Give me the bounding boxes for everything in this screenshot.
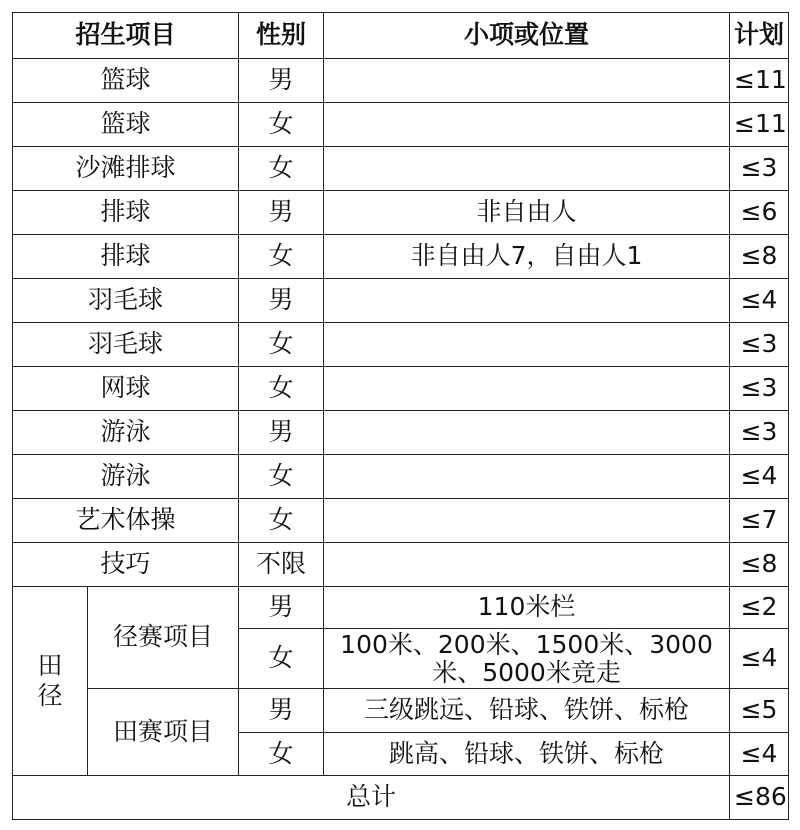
table-row bbox=[13, 323, 789, 367]
row-event bbox=[324, 147, 730, 191]
track-field-label bbox=[13, 587, 88, 776]
row-gender: 男 bbox=[239, 411, 324, 455]
row-plan: ≤3 bbox=[730, 147, 789, 191]
row-plan: ≤4 bbox=[730, 279, 789, 323]
row-project: 排球 bbox=[13, 191, 239, 235]
row-event-line1: 100米、200米、1500米、3000 bbox=[340, 629, 713, 659]
table-header-row bbox=[13, 13, 789, 59]
row-project: 篮球 bbox=[13, 103, 239, 147]
row-project: 沙滩排球 bbox=[13, 147, 239, 191]
table-row bbox=[13, 59, 789, 103]
row-plan: ≤4 bbox=[730, 733, 789, 776]
row-gender: 男 bbox=[239, 279, 324, 323]
table-row bbox=[13, 455, 789, 499]
header-event: 小项或位置 bbox=[324, 13, 730, 59]
row-plan: ≤3 bbox=[730, 367, 789, 411]
row-gender: 女 bbox=[239, 323, 324, 367]
table-row bbox=[13, 587, 789, 629]
row-gender: 女 bbox=[239, 147, 324, 191]
row-event: 非自由人7，自由人1 bbox=[324, 235, 730, 279]
row-event: 非自由人 bbox=[324, 191, 730, 235]
row-event bbox=[324, 279, 730, 323]
header-project: 招生项目 bbox=[13, 13, 239, 59]
row-project: 羽毛球 bbox=[13, 279, 239, 323]
row-gender: 女 bbox=[239, 499, 324, 543]
row-event: 110米栏 bbox=[324, 587, 730, 629]
table-row bbox=[13, 279, 789, 323]
row-project: 篮球 bbox=[13, 59, 239, 103]
row-plan: ≤4 bbox=[730, 629, 789, 689]
row-plan: ≤4 bbox=[730, 455, 789, 499]
enrollment-plan-table bbox=[12, 12, 789, 820]
row-project: 游泳 bbox=[13, 455, 239, 499]
table-row bbox=[13, 147, 789, 191]
row-event bbox=[324, 543, 730, 587]
row-event-line2: 米、5000米竞走 bbox=[432, 657, 621, 687]
table-row bbox=[13, 367, 789, 411]
row-project: 艺术体操 bbox=[13, 499, 239, 543]
row-event bbox=[324, 499, 730, 543]
row-plan: ≤5 bbox=[730, 689, 789, 733]
total-row bbox=[13, 776, 789, 820]
row-plan: ≤8 bbox=[730, 543, 789, 587]
row-gender: 不限 bbox=[239, 543, 324, 587]
total-label: 总计 bbox=[13, 776, 730, 820]
row-gender: 男 bbox=[239, 689, 324, 733]
row-event bbox=[324, 629, 730, 689]
track-events-label: 径赛项目 bbox=[88, 587, 239, 689]
row-project: 技巧 bbox=[13, 543, 239, 587]
row-plan: ≤3 bbox=[730, 323, 789, 367]
table-row bbox=[13, 235, 789, 279]
table-row bbox=[13, 103, 789, 147]
row-event: 跳高、铅球、铁饼、标枪 bbox=[324, 733, 730, 776]
row-gender: 女 bbox=[239, 367, 324, 411]
track-field-label-line2: 径 bbox=[37, 681, 63, 710]
table-row bbox=[13, 543, 789, 587]
header-gender: 性别 bbox=[239, 13, 324, 59]
table-row bbox=[13, 191, 789, 235]
row-gender: 女 bbox=[239, 235, 324, 279]
total-plan: ≤86 bbox=[730, 776, 789, 820]
row-gender: 女 bbox=[239, 733, 324, 776]
row-project: 游泳 bbox=[13, 411, 239, 455]
row-event bbox=[324, 455, 730, 499]
row-event bbox=[324, 411, 730, 455]
row-gender: 女 bbox=[239, 455, 324, 499]
row-project: 网球 bbox=[13, 367, 239, 411]
header-plan: 计划 bbox=[730, 13, 789, 59]
row-gender: 男 bbox=[239, 191, 324, 235]
row-gender: 女 bbox=[239, 629, 324, 689]
row-gender: 女 bbox=[239, 103, 324, 147]
row-event bbox=[324, 59, 730, 103]
row-gender: 男 bbox=[239, 59, 324, 103]
row-plan: ≤8 bbox=[730, 235, 789, 279]
row-event: 三级跳远、铅球、铁饼、标枪 bbox=[324, 689, 730, 733]
track-field-label-line1: 田 bbox=[37, 651, 63, 680]
row-gender: 男 bbox=[239, 587, 324, 629]
row-plan: ≤6 bbox=[730, 191, 789, 235]
table-row bbox=[13, 411, 789, 455]
row-plan: ≤11 bbox=[730, 103, 789, 147]
table-row bbox=[13, 499, 789, 543]
table-row bbox=[13, 689, 789, 733]
row-project: 排球 bbox=[13, 235, 239, 279]
row-plan: ≤2 bbox=[730, 587, 789, 629]
row-event bbox=[324, 323, 730, 367]
row-event bbox=[324, 103, 730, 147]
row-plan: ≤11 bbox=[730, 59, 789, 103]
row-plan: ≤7 bbox=[730, 499, 789, 543]
row-event bbox=[324, 367, 730, 411]
row-plan: ≤3 bbox=[730, 411, 789, 455]
row-project: 羽毛球 bbox=[13, 323, 239, 367]
field-events-label: 田赛项目 bbox=[88, 689, 239, 776]
